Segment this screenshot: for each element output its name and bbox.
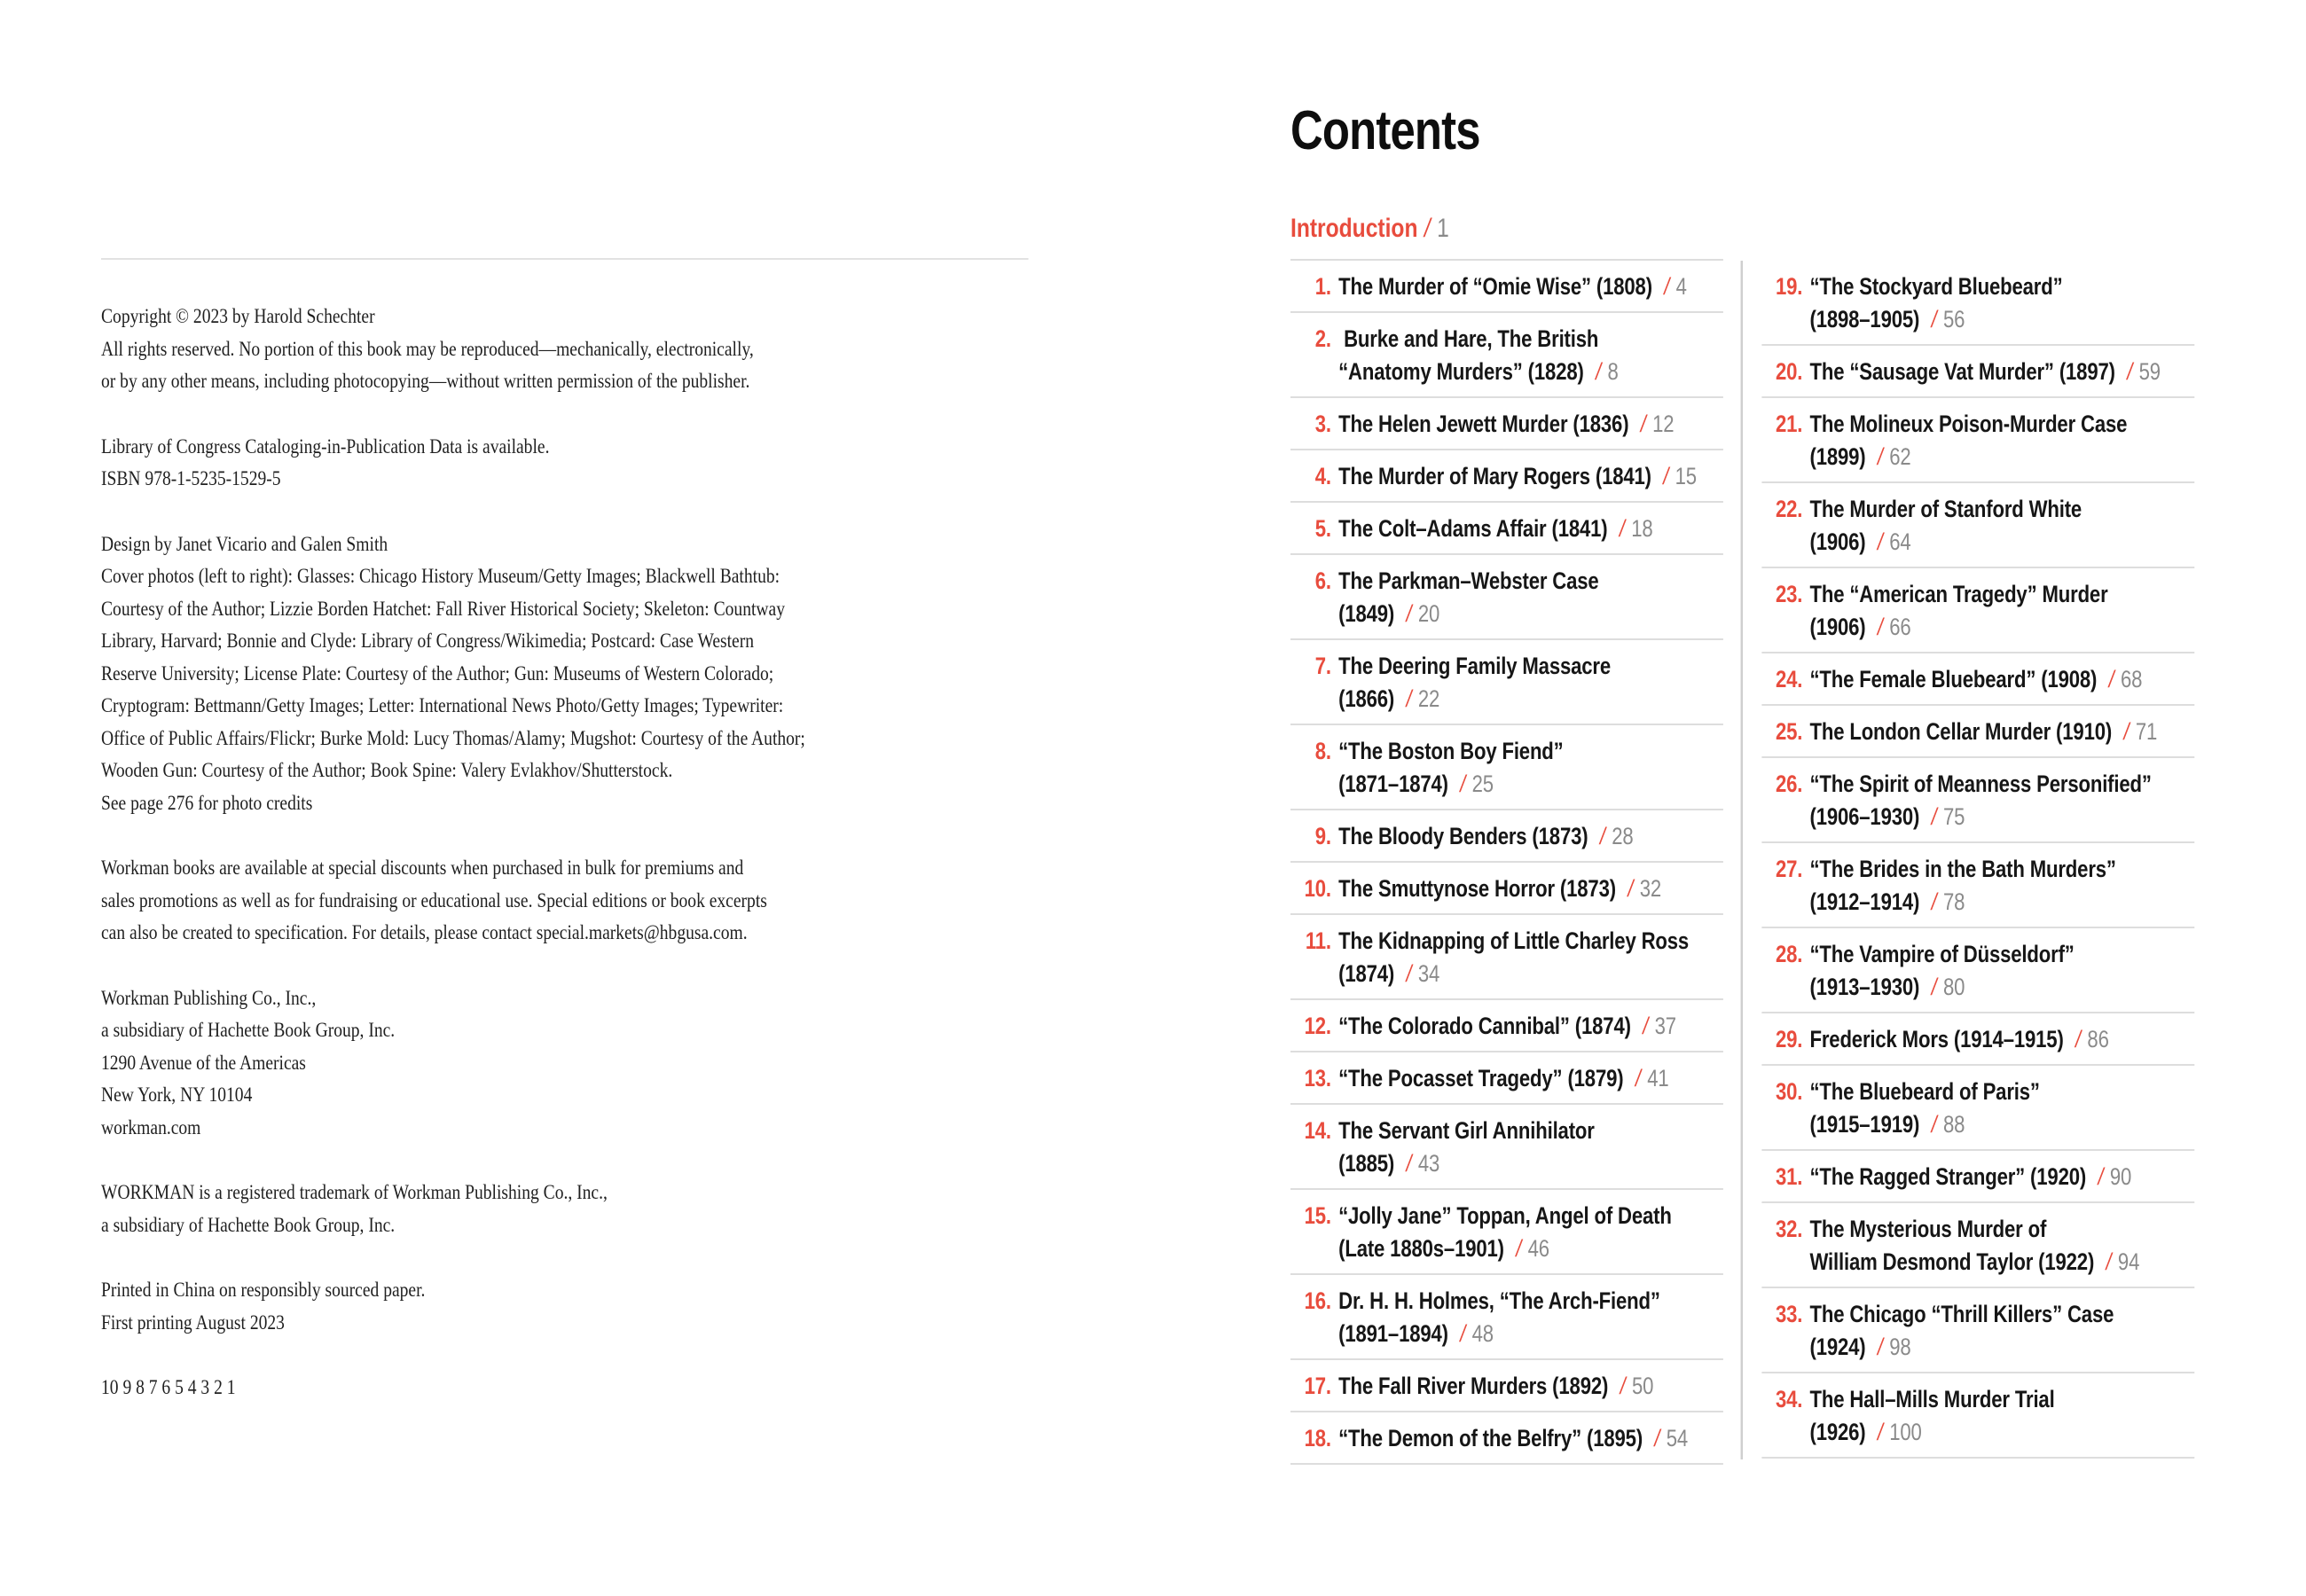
entry-number: 30. [1775,1078,1803,1105]
copyright-paragraph: WORKMAN is a registered trademark of Workman Publishing Co., Inc., a subsidiary of Hachette Book Group, Inc. [101,1181,608,1236]
toc-entry [1290,398,1723,450]
entry-page-number: 12 [1652,411,1675,437]
slash-separator: / [1620,1373,1626,1399]
entry-number: 12. [1304,1013,1331,1039]
slash-separator: / [2106,1248,2112,1275]
entry-page-number: 66 [1889,614,1911,640]
slash-separator: / [1640,411,1646,437]
slash-separator: / [2108,666,2114,692]
slash-separator: / [1516,1235,1522,1262]
toc-entry [1290,863,1723,915]
entry-page-number: 43 [1417,1150,1440,1177]
contents-page [1290,100,2306,1465]
entry-number: 9. [1314,823,1331,849]
entry-page-number: 41 [1647,1065,1669,1091]
entry-title: The “Sausage Vat Murder” (1897) / 59 [1809,358,2161,385]
slash-separator: / [1877,528,1883,555]
contents-block [1290,100,2196,1465]
entry-title: The Murder of Stanford White (1906) / 64 [1809,496,2082,555]
entry-title: “The Spirit of Meanness Personified” (1906–1930) / 75 [1809,771,2152,830]
intro-entry [1290,213,1723,261]
copyright-paragraph: Printed in China on responsibly sourced paper. First printing August 2023 [101,1279,426,1334]
toc-entry [1290,810,1723,863]
entry-title: The Bloody Benders (1873) / 28 [1338,823,1634,849]
entry-number: 17. [1304,1373,1331,1399]
toc-entry [1290,1000,1723,1052]
toc-entry [1761,261,2194,346]
entry-page-number: 22 [1417,685,1440,712]
entry-number: 3. [1314,411,1331,437]
entry-page-number: 75 [1943,803,1965,830]
entry-title: “The Brides in the Bath Murders” (1912–1914) / 78 [1809,856,2116,915]
slash-separator: / [1460,1320,1466,1347]
entry-page-number: 90 [2109,1163,2132,1190]
toc-entry [1761,398,2194,483]
entry-page-number: 32 [1639,875,1661,902]
entry-number: 24. [1775,666,1803,692]
entry-title: The Colt–Adams Affair (1841) / 18 [1338,515,1653,542]
entry-title: The Parkman–Webster Case (1849) / 20 [1338,567,1599,627]
slash-separator: / [1664,273,1670,300]
entry-title: “The Stockyard Bluebeard” (1898–1905) / 56 [1809,273,2063,332]
page-title: Contents [1290,100,1480,161]
slash-separator: / [1628,875,1634,902]
entry-page-number: 25 [1471,771,1494,797]
entry-page-number: 28 [1612,823,1634,849]
slash-separator: / [1460,771,1466,797]
entry-number: 19. [1775,273,1803,300]
copyright-paragraph: Library of Congress Cataloging-in-Publication Data is available. ISBN 978-1-5235-1529-5 [101,434,550,489]
entry-page-number: 100 [1889,1419,1922,1445]
entry-page-number: 88 [1943,1111,1965,1138]
entry-number: 23. [1775,581,1803,607]
entry-number: 28. [1775,941,1803,967]
entry-title: “The Boston Boy Fiend” (1871–1874) / 25 [1338,738,1564,797]
entry-number: 26. [1775,771,1803,797]
slash-separator: / [1931,306,1937,332]
entry-number: 11. [1305,927,1331,954]
toc-entry [1761,758,2194,843]
entry-title: The London Cellar Murder (1910) / 71 [1809,718,2158,745]
entry-number: 6. [1314,567,1331,594]
column-divider [1741,261,1743,1459]
entry-page-number: 59 [2138,358,2161,385]
toc-entry [1290,1052,1723,1105]
entry-title: The Smuttynose Horror (1873) / 32 [1338,875,1661,902]
toc-entry [1290,1190,1723,1275]
entry-number: 5. [1314,515,1331,542]
entry-number: 32. [1775,1216,1803,1242]
entry-number: 1. [1314,273,1331,300]
entry-title: The Kidnapping of Little Charley Ross (1874) / 34 [1338,927,1690,987]
entry-number: 18. [1304,1425,1331,1451]
entry-number: 15. [1304,1202,1331,1229]
entry-title: “Jolly Jane” Toppan, Angel of Death (Late 1880s–1901) / 46 [1338,1202,1672,1262]
entry-page-number: 8 [1607,358,1619,385]
slash-separator: / [2127,358,2133,385]
toc-column-right [1761,261,2194,1459]
toc-entry [1290,640,1723,725]
entry-page-number: 64 [1889,528,1911,555]
slash-separator: / [2123,718,2130,745]
toc-entry [1290,555,1723,640]
entry-title: “The Bluebeard of Paris” (1915–1919) / 88 [1809,1078,2040,1138]
slash-separator: / [1931,888,1937,915]
entry-page-number: 86 [2087,1026,2109,1052]
entry-number: 22. [1775,496,1803,522]
copyright-paragraph: 10 9 8 7 6 5 4 3 2 1 [101,1376,236,1398]
entry-number: 10. [1304,875,1331,902]
entry-page-number: 80 [1943,974,1965,1000]
entry-title: The Murder of “Omie Wise” (1808) / 4 [1338,273,1687,300]
toc-entry [1290,1360,1723,1412]
toc-columns [1290,261,2196,1465]
entry-page-number: 56 [1943,306,1965,332]
slash-separator: / [1931,803,1937,830]
entry-page-number: 4 [1675,273,1687,300]
slash-separator: / [1599,823,1605,849]
entry-page-number: 54 [1666,1425,1689,1451]
entry-title: The “American Tragedy” Murder (1906) / 66 [1809,581,2108,640]
slash-separator: / [1596,358,1602,385]
entry-number: 8. [1314,738,1331,764]
slash-separator: / [1931,974,1937,1000]
toc-entry [1761,483,2194,568]
toc-entry [1290,1105,1723,1190]
entry-title: The Deering Family Massacre (1866) / 22 [1338,653,1612,712]
slash-separator: / [1406,960,1412,987]
entry-title: “The Ragged Stranger” (1920) / 90 [1809,1163,2132,1190]
slash-separator: / [1643,1013,1649,1039]
slash-separator: / [1663,463,1669,489]
copyright-body [101,301,1029,1404]
entry-title: Dr. H. H. Holmes, “The Arch-Fiend” (1891–1894) / 48 [1338,1287,1660,1347]
intro-label: Introduction [1290,214,1418,243]
entry-page-number: 15 [1675,463,1697,489]
toc-entry [1761,706,2194,758]
slash-separator: / [1635,1065,1641,1091]
toc-entry [1290,261,1723,313]
entry-page-number: 18 [1631,515,1653,542]
entry-title: “The Colorado Cannibal” (1874) / 37 [1338,1013,1676,1039]
toc-entry [1290,725,1723,810]
toc-entry [1761,568,2194,653]
entry-page-number: 78 [1943,888,1965,915]
slash-separator: / [1619,515,1625,542]
slash-separator: / [1424,214,1431,243]
toc-entry [1290,1412,1723,1465]
entry-number: 13. [1304,1065,1331,1091]
entry-number: 2. [1314,325,1331,352]
toc-entry [1290,450,1723,503]
entry-title: The Servant Girl Annihilator (1885) / 43 [1338,1117,1595,1177]
entry-number: 16. [1304,1287,1331,1314]
entry-page-number: 20 [1417,600,1440,627]
entry-page-number: 37 [1654,1013,1676,1039]
entry-title: Frederick Mors (1914–1915) / 86 [1809,1026,2109,1052]
copyright-text-block [101,258,1029,1404]
entry-number: 20. [1775,358,1803,385]
entry-page-number: 48 [1471,1320,1494,1347]
entry-title: “The Demon of the Belfry” (1895) / 54 [1338,1425,1689,1451]
copyright-paragraph: Copyright © 2023 by Harold Schechter All rights reserved. No portion of this book may be reproduced—mechanically, electronically, or by any other means, including photocopying—without written permission of the publisher. [101,305,754,392]
entry-number: 25. [1775,718,1803,745]
entry-page-number: 46 [1527,1235,1549,1262]
slash-separator: / [1931,1111,1937,1138]
toc-entry [1761,346,2194,398]
copyright-paragraph: Workman Publishing Co., Inc., a subsidiary of Hachette Book Group, Inc. 1290 Avenue of the Americas New York, NY 10104 workman.com [101,986,396,1138]
slash-separator: / [1406,600,1412,627]
toc-entry [1761,843,2194,928]
slash-separator: / [2075,1026,2082,1052]
entry-title: Burke and Hare, The British “Anatomy Murders” (1828) / 8 [1338,325,1619,385]
copyright-paragraph: Workman books are available at special discounts when purchased in bulk for premiums and sales promotions as well as for fundraising or educational use. Special editions or book excerpts can also be created to specification. For details, please contact special.markets@hbgusa.com. [101,857,767,943]
entry-page-number: 98 [1889,1334,1911,1360]
toc-entry [1290,915,1723,1000]
toc-entry [1761,1288,2194,1373]
entry-number: 14. [1304,1117,1331,1144]
toc-entry [1761,1203,2194,1288]
entry-title: The Hall–Mills Murder Trial (1926) / 100 [1809,1386,2055,1445]
entry-number: 4. [1314,463,1331,489]
entry-page-number: 68 [2121,666,2143,692]
slash-separator: / [1654,1425,1660,1451]
toc-column-left [1290,261,1723,1465]
toc-entry [1761,1373,2194,1459]
entry-page-number: 50 [1631,1373,1654,1399]
slash-separator: / [2098,1163,2104,1190]
entry-number: 34. [1775,1386,1803,1412]
entry-title: The Helen Jewett Murder (1836) / 12 [1338,411,1675,437]
entry-page-number: 62 [1889,443,1911,470]
entry-title: The Molineux Poison-Murder Case (1899) / 62 [1809,411,2128,470]
entry-title: The Chicago “Thrill Killers” Case (1924) / 98 [1809,1301,2114,1360]
entry-page-number: 34 [1417,960,1440,987]
toc-entry [1761,653,2194,706]
entry-number: 29. [1775,1026,1803,1052]
toc-entry [1761,1013,2194,1066]
entry-title: “The Female Bluebeard” (1908) / 68 [1809,666,2143,692]
entry-number: 31. [1775,1163,1803,1190]
entry-title: The Murder of Mary Rogers (1841) / 15 [1338,463,1697,489]
copyright-paragraph: Design by Janet Vicario and Galen Smith Cover photos (left to right): Glasses: Chicago History Museum/Getty Images; Blackwell Bathtub: Courtesy of the Author; Lizzie Borden Hatchet: Fall River Historical Society; Skeleton: Countway Library, Harvard; Bonnie and Clyde: Library of Congress/Wikimedia; Postcard: Case Western Reserve University; License Plate: Courtesy of the Author; Gun: Museums of Western Colorado; Cryptogram: Bettmann/Getty Images; Letter: International News Photo/Getty Images; Typewriter: Office of Public Affairs/Flickr; Burke Mold: Lucy Thomas/Alamy; Mugshot: Courtesy of the Author; Wooden Gun: Courtesy of the Author; Book Spine: Valery Evlakhov/Shutterstock. See page 276 for photo credits [101,532,805,814]
slash-separator: / [1877,443,1883,470]
toc-entry [1761,1066,2194,1151]
entry-number: 27. [1775,856,1803,882]
entry-title: “The Pocasset Tragedy” (1879) / 41 [1338,1065,1669,1091]
copyright-page [101,258,1192,1404]
slash-separator: / [1877,1419,1883,1445]
slash-separator: / [1406,685,1412,712]
entry-page-number: 71 [2135,718,2158,745]
entry-number: 21. [1775,411,1803,437]
entry-title: The Fall River Murders (1892) / 50 [1338,1373,1654,1399]
intro-page-number: 1 [1437,214,1449,243]
toc-entry [1290,313,1723,398]
entry-title: “The Vampire of Düsseldorf” (1913–1930) / 80 [1809,941,2075,1000]
toc-entry [1290,503,1723,555]
slash-separator: / [1406,1150,1412,1177]
slash-separator: / [1877,1334,1883,1360]
toc-entry [1761,928,2194,1013]
entry-title: The Mysterious Murder of William Desmond Taylor (1922) / 94 [1809,1216,2140,1275]
toc-entry [1290,1275,1723,1360]
toc-entry [1761,1151,2194,1203]
entry-number: 33. [1775,1301,1803,1327]
entry-page-number: 94 [2117,1248,2140,1275]
entry-number: 7. [1314,653,1331,679]
slash-separator: / [1877,614,1883,640]
